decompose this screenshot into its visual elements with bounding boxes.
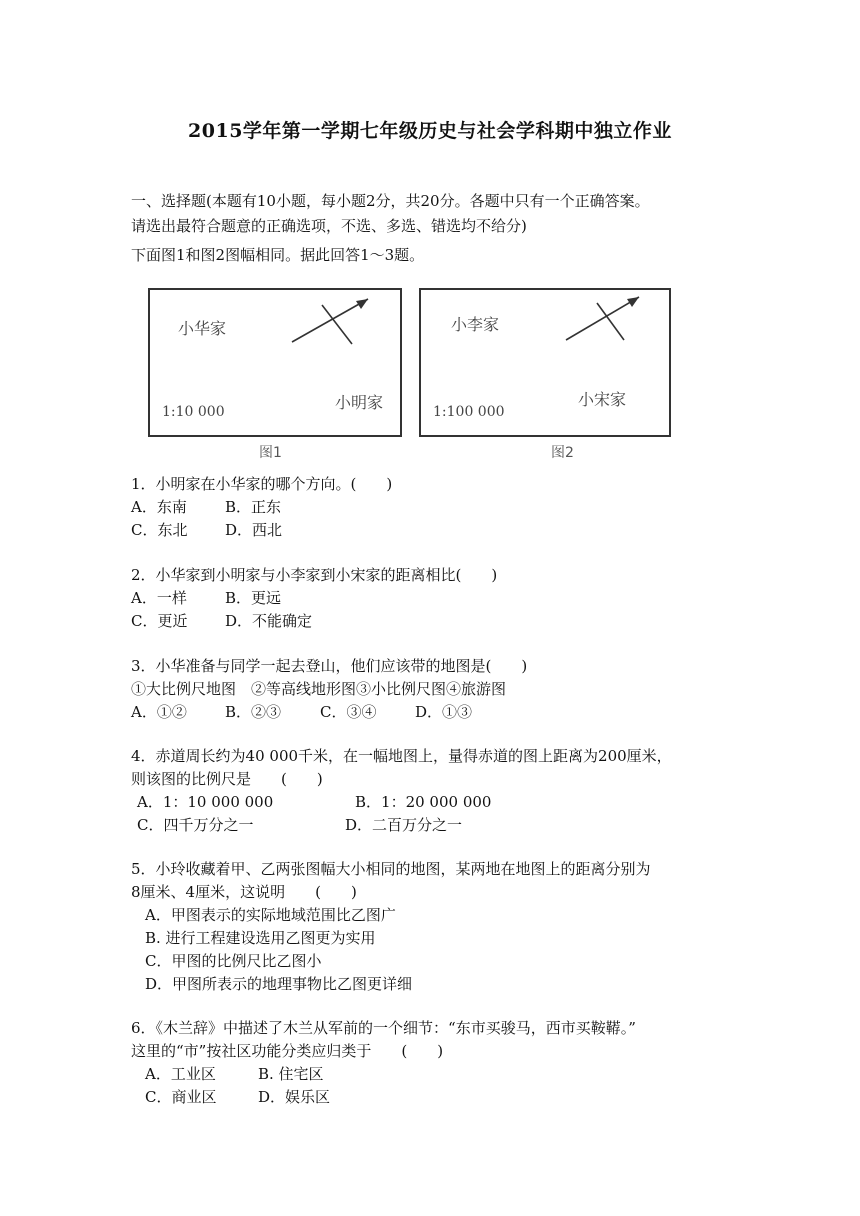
question-3-option: D．①③ [415,703,473,721]
question-6-option: C．商业区 [145,1088,217,1106]
home-label-a-2: 小李家 [451,315,500,334]
question-2-option: C．更近 [131,612,188,630]
home-label-a-1: 小华家 [178,319,227,338]
question-1-option: B．正东 [225,498,282,516]
figure-caption-2: 图2 [551,445,574,461]
question-4-option: B．1：20 000 000 [355,793,492,811]
scale-label-1: 1:10 000 [162,404,225,420]
question-6-option: D．娱乐区 [258,1088,331,1106]
question-3-option: C．③④ [320,703,377,721]
home-label-b-2: 小宋家 [578,390,627,409]
question-4-stem: 4．赤道周长约为40 000千米，在一幅地图上，量得赤道的图上距离为200厘米， [131,747,672,765]
question-5-option: C．甲图的比例尺比乙图小 [145,952,322,970]
question-4-option: A．1：10 000 000 [137,793,274,811]
question-3-stem: 3．小华准备与同学一起去登山，他们应该带的地图是( ) [131,657,528,675]
question-6-stem-cont: 这里的“市”按社区功能分类应归类于 ( ) [131,1042,444,1060]
question-2-option: D．不能确定 [225,612,313,630]
north-arrow-head-2 [627,297,639,307]
question-2-stem: 2．小华家到小明家与小李家到小宋家的距离相比( ) [131,566,498,584]
question-2-option: B．更远 [225,589,282,607]
question-4-option: D．二百万分之一 [345,816,463,834]
scale-label-2: 1:100 000 [433,404,505,420]
section-intro: 下面图1和图2图幅相同。据此回答1～3题。 [131,246,425,264]
section-heading-line2: 请选出最符合题意的正确选项，不选、多选、错选均不给分) [131,217,527,235]
figure-1 [140,282,410,462]
question-6-option: B. 住宅区 [258,1065,324,1083]
question-2-option: A．一样 [131,589,187,607]
question-6-stem: 6．《木兰辞》中描述了木兰从军前的一个细节：“东市买骏马，西市买鞍鞯。” [131,1019,636,1037]
question-3-option: A．①② [131,703,187,721]
question-5-option: A．甲图表示的实际地域范围比乙图广 [145,906,396,924]
question-5-option: D．甲图所表示的地理事物比乙图更详细 [145,975,413,993]
question-6-option: A．工业区 [145,1065,216,1083]
north-arrow-shaft-1 [292,299,368,342]
north-arrow-shaft-2 [566,297,639,340]
question-1-stem: 1．小明家在小华家的哪个方向。( ) [131,475,393,493]
question-5-stem-cont: 8厘米、4厘米，这说明 ( ) [131,883,357,901]
page-title: 2015学年第一学期七年级历史与社会学科期中独立作业 [188,120,672,142]
question-1-option: A．东南 [131,498,187,516]
figure-2 [411,282,681,462]
question-4-option: C．四千万分之一 [137,816,254,834]
question-3-option: B．②③ [225,703,282,721]
question-5-stem: 5．小玲收藏着甲、乙两张图幅大小相同的地图，某两地在地图上的距离分别为 [131,860,651,878]
question-5-option: B. 进行工程建设选用乙图更为实用 [145,929,376,947]
figure-caption-1: 图1 [259,445,282,461]
question-3-sub: ①大比例尺地图 ②等高线地形图③小比例尺图④旅游图 [131,680,507,698]
question-4-stem-cont: 则该图的比例尺是 ( ) [131,770,323,788]
question-1-option: C．东北 [131,521,188,539]
home-label-b-1: 小明家 [335,393,384,412]
section-heading-line1: 一、选择题(本题有10小题，每小题2分，共20分。各题中只有一个正确答案。 [131,192,650,210]
question-1-option: D．西北 [225,521,283,539]
